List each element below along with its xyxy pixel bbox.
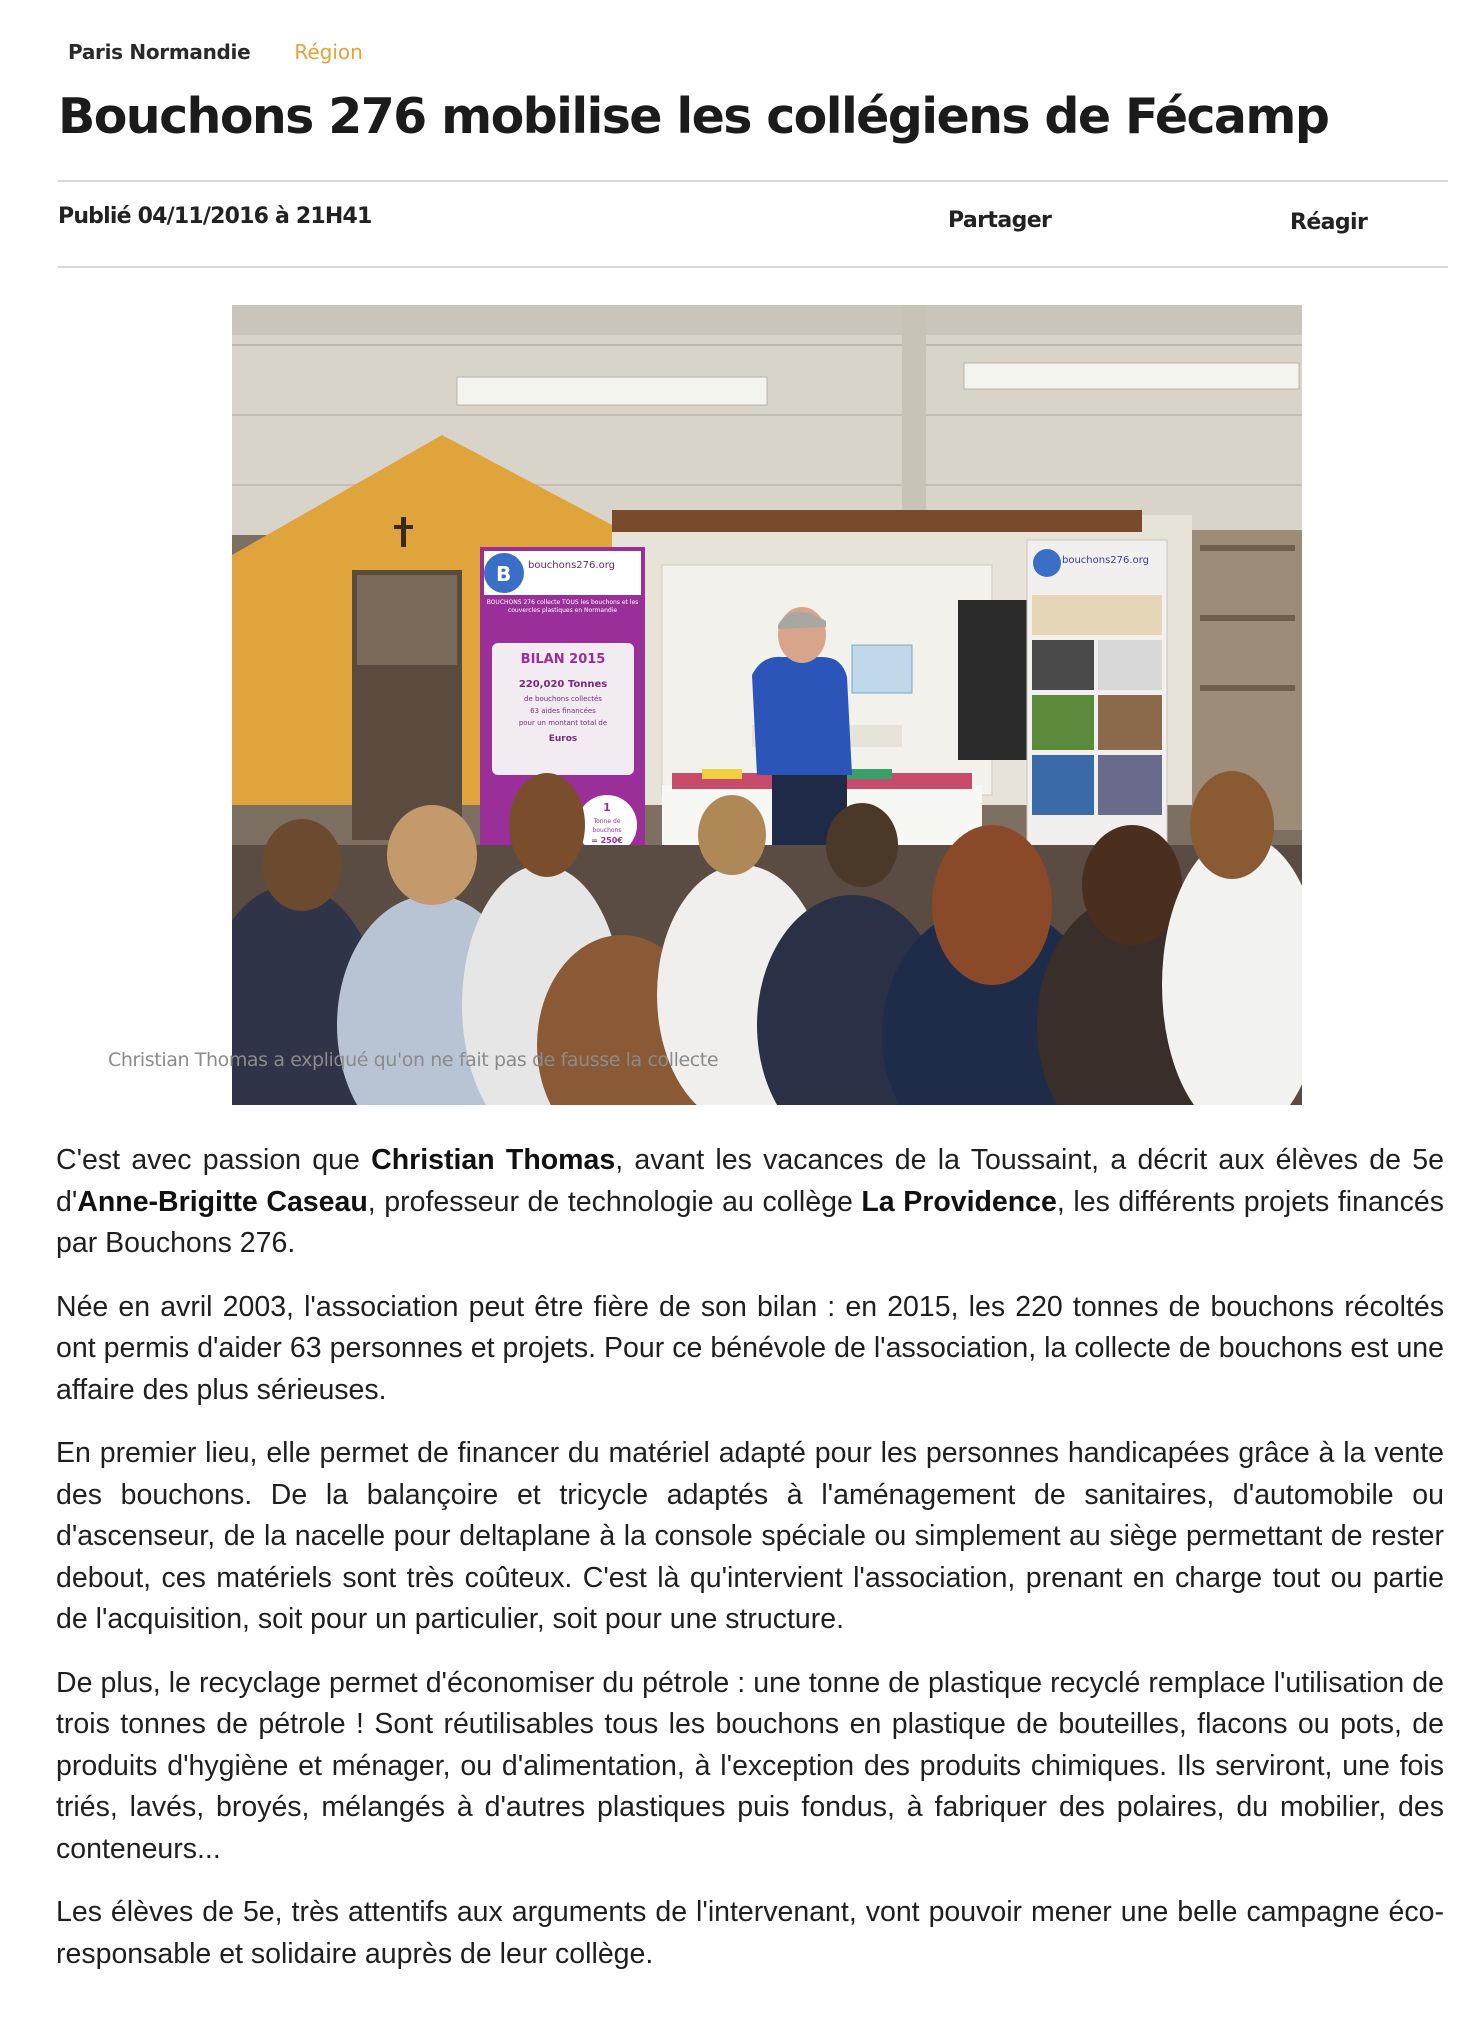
banner-bilan-line1: 220,020 Tonnes (518, 679, 608, 690)
paragraph-1-part-4: , les différents projets financés par Bouchons 276. (56, 1185, 1444, 1259)
banner-bilan-title: BILAN 2015 (520, 652, 606, 667)
classroom-scene (232, 305, 1302, 1105)
photo-caption: Christian Thomas a expliqué qu'on ne fait pas de fausse la collecte (108, 1049, 719, 1071)
paragraph-1 (56, 1140, 1444, 1265)
school-name: La Providence (861, 1185, 1057, 1218)
banner-left-tagline: BOUCHONS 276 collecte TOUS les bouchons et les couvercles plastiques en Normandie (486, 599, 639, 614)
banner-bilan-line3: 63 aides financées (530, 707, 596, 715)
section-link[interactable]: Région (294, 40, 363, 64)
banner-badge-line1: 1 (603, 801, 611, 814)
article-meta (58, 200, 1368, 240)
article-title: Bouchons 276 mobilise les collégiens de Fécamp (58, 88, 1329, 145)
banner-logo: B (496, 562, 512, 586)
react-button[interactable]: Réagir (1290, 210, 1368, 235)
person-name-christian: Christian Thomas (371, 1144, 616, 1176)
paragraph-4: De plus, le recyclage permet d'économiser du pétrole : une tonne de plastique recyclé remplace l'utilisation de trois tonnes de pétrole ! Sont réutilisables tous les bouchons en plastique de bouteilles, flacons ou pots, de produits d'hygiène et ménager, ou d'alimentation, à l'exception des produits chimiques. Ils serviront, une fois triés, lavés, broyés, mélangés à d'autres plastiques puis fondus, à fabriquer des polaires, du mobilier, des conteneurs... (56, 1666, 1444, 1865)
paragraph-1-part-2: , avant les vacances de la Toussaint, a décrit aux élèves de 5e d' (56, 1144, 1444, 1218)
banner-bilan-line4: pour un montant total de (518, 719, 608, 727)
banner-bilan-line2: de bouchons collectés (524, 695, 602, 703)
paragraph-1-part-1: C'est avec passion que (56, 1144, 372, 1176)
banner-bilan-line5: Euros (548, 734, 578, 744)
banner-badge-line3: bouchons (592, 827, 622, 834)
banner-left-site: bouchons276.org (528, 560, 615, 571)
divider-top (58, 180, 1448, 182)
paragraph-3: En premier lieu, elle permet de financer du matériel adapté pour les personnes handicapées grâce à la vente des bouchons. De la balançoire et tricycle adaptés à l'aménagement de sanitaires, d'automobile ou d'ascenseur, de la nacelle pour deltaplane à la console spéciale ou simplement au siège permettant de rester debout, ces matériels sont très coûteux. C'est là qu'intervient l'association, prenant en charge tout ou partie de l'acquisition, soit pour un particulier, soit pour une structure. (56, 1437, 1444, 1635)
article-photo (232, 305, 1302, 1105)
banner-right (1027, 540, 1167, 865)
divider-bottom (58, 266, 1448, 268)
person-name-teacher: Anne-Brigitte Caseau (77, 1185, 368, 1218)
paragraph-1-part-3: , professeur de technologie au collège (367, 1185, 862, 1218)
paragraph-5: Les élèves de 5e, très attentifs aux arguments de l'intervenant, vont pouvoir mener une belle campagne éco-responsable et solidaire auprès de leur collège. (56, 1896, 1444, 1970)
article-body (56, 1140, 1444, 1997)
banner-badge-line4: = 250€ (591, 836, 623, 845)
banner-right-site: bouchons276.org (1062, 555, 1149, 566)
site-header (68, 40, 363, 64)
site-name[interactable]: Paris Normandie (68, 40, 251, 64)
share-button[interactable]: Partager (948, 208, 1052, 233)
publish-date: Publié 04/11/2016 à 21H41 (58, 204, 372, 229)
banner-badge-line2: Tonne de (593, 818, 621, 825)
paragraph-2: Née en avril 2003, l'association peut être fière de son bilan : en 2015, les 220 tonnes de bouchons récoltés ont permis d'aider 63 personnes et projets. Pour ce bénévole de l'association, la collecte de bouchons est une affaire des plus sérieuses. (56, 1290, 1444, 1406)
